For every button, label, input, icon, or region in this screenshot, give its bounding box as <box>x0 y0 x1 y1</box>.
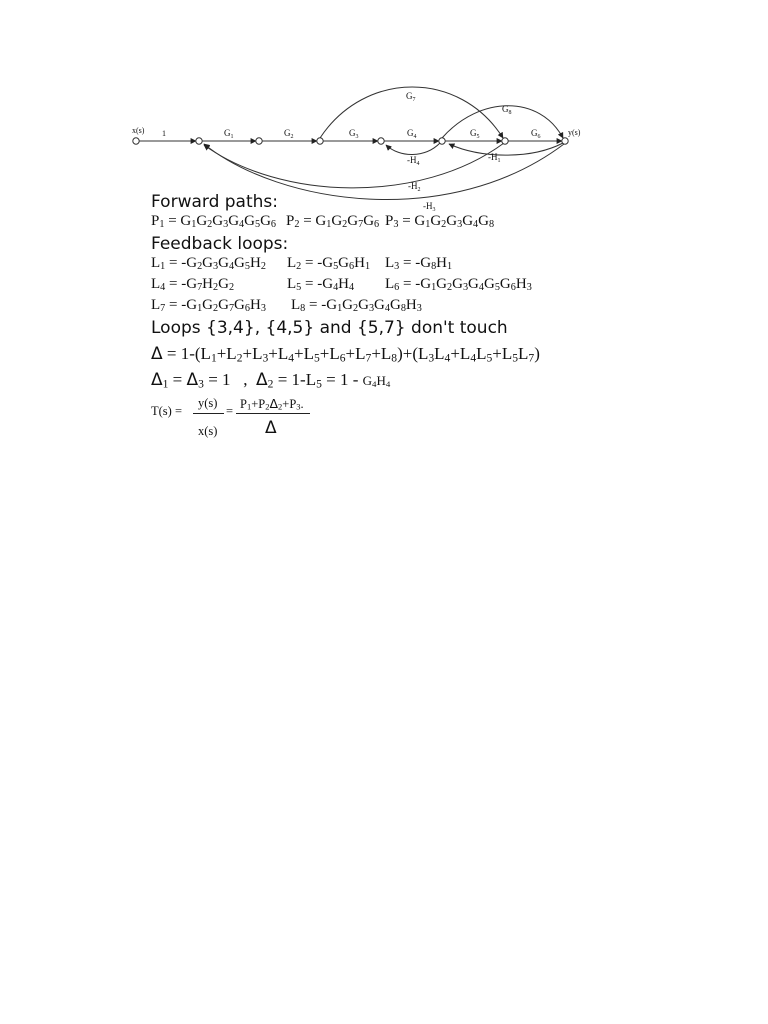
gain-label-g6: $G_6$ <box>531 128 541 140</box>
gain-label-g2: $G_2$ <box>284 128 294 140</box>
tf-fraction-line-2 <box>236 413 310 414</box>
node-input <box>133 138 139 144</box>
gain-label-h3: $-H_3$ <box>423 201 436 213</box>
feedback-loops-heading: Feedback loops: <box>151 234 289 254</box>
tf-equals: = <box>226 404 234 418</box>
loop-l7: $L_7 = -G_1G_2G_7G_6H_3$ <box>151 297 266 315</box>
node-2 <box>256 138 262 144</box>
gain-label-h4: $-H_4$ <box>407 155 420 167</box>
tf-y-numerator: y(s) <box>198 396 218 410</box>
node-4 <box>378 138 384 144</box>
forward-paths-heading: Forward paths: <box>151 192 279 212</box>
non-touching-loops: Loops {3,4}, {4,5} and {5,7} don't touch <box>151 318 508 338</box>
gain-label-g5: $G_5$ <box>470 128 480 140</box>
gain-label-g1: $G_1$ <box>224 128 234 140</box>
branch-label-1: 1 <box>162 129 166 138</box>
loop-l3: $L_3 = -G_8H_1$ <box>385 255 453 273</box>
output-label: y(s) <box>568 128 581 137</box>
branch-h4 <box>386 143 440 155</box>
delta-equation: $\Delta = 1-(L_1+L_2+L_3+L_4+L_5+L_6+L_7+L_8)+(L_3L_4+L_4L_5+L_5L_7)$ <box>151 344 540 365</box>
loop-l6: $L_6 = -G_1G_2G_3G_4G_5G_6H_3$ <box>385 276 532 294</box>
path-p3: $P_3 = G_1G_2G_3G_4G_8$ <box>385 213 495 231</box>
path-p1: $P_1 = G_1G_2G_3G_4G_5G_6$ <box>151 213 277 231</box>
node-3 <box>317 138 323 144</box>
loop-l2: $L_2 = -G_5G_6H_1$ <box>287 255 371 273</box>
loop-l4: $L_4 = -G_7H_2G_2$ <box>151 276 235 294</box>
node-output <box>562 138 568 144</box>
cofactor-equation: $\Delta_1 = \Delta_3 = 1$ , $\Delta_2 = 1-L_5 = 1 - G_4H_4$ <box>151 370 391 391</box>
node-5 <box>439 138 445 144</box>
loop-l1: $L_1 = -G_2G_3G_4G_5H_2$ <box>151 255 266 273</box>
tf-x-denominator: x(s) <box>198 424 218 438</box>
tf-fraction-line-1 <box>193 413 224 414</box>
gain-label-g3: $G_3$ <box>349 128 359 140</box>
node-6 <box>502 138 508 144</box>
loop-l5: $L_5 = -G_4H_4$ <box>287 276 355 294</box>
branch-h1 <box>449 143 563 155</box>
signal-flow-graph <box>0 0 768 230</box>
input-label: x(s) <box>132 126 145 135</box>
tf-lhs: T(s) = <box>151 404 182 418</box>
node-1 <box>196 138 202 144</box>
gain-label-g7: $G_7$ <box>406 91 416 103</box>
loop-l8: $L_8 = -G_1G_2G_3G_4G_8H_3$ <box>291 297 422 315</box>
tf-delta-denominator: Δ <box>265 418 277 438</box>
gain-label-g8: $G_8$ <box>502 104 512 116</box>
gain-label-g4: $G_4$ <box>407 128 417 140</box>
branch-h2 <box>204 143 504 188</box>
gain-label-h1: $-H_1$ <box>488 152 501 164</box>
path-p2: $P_2 = G_1G_2G_7G_6$ <box>286 213 380 231</box>
tf-p-numerator: $P_1+P_2\Delta_2+P_3$. <box>240 396 304 412</box>
gain-label-h2: $-H_2$ <box>408 181 421 193</box>
